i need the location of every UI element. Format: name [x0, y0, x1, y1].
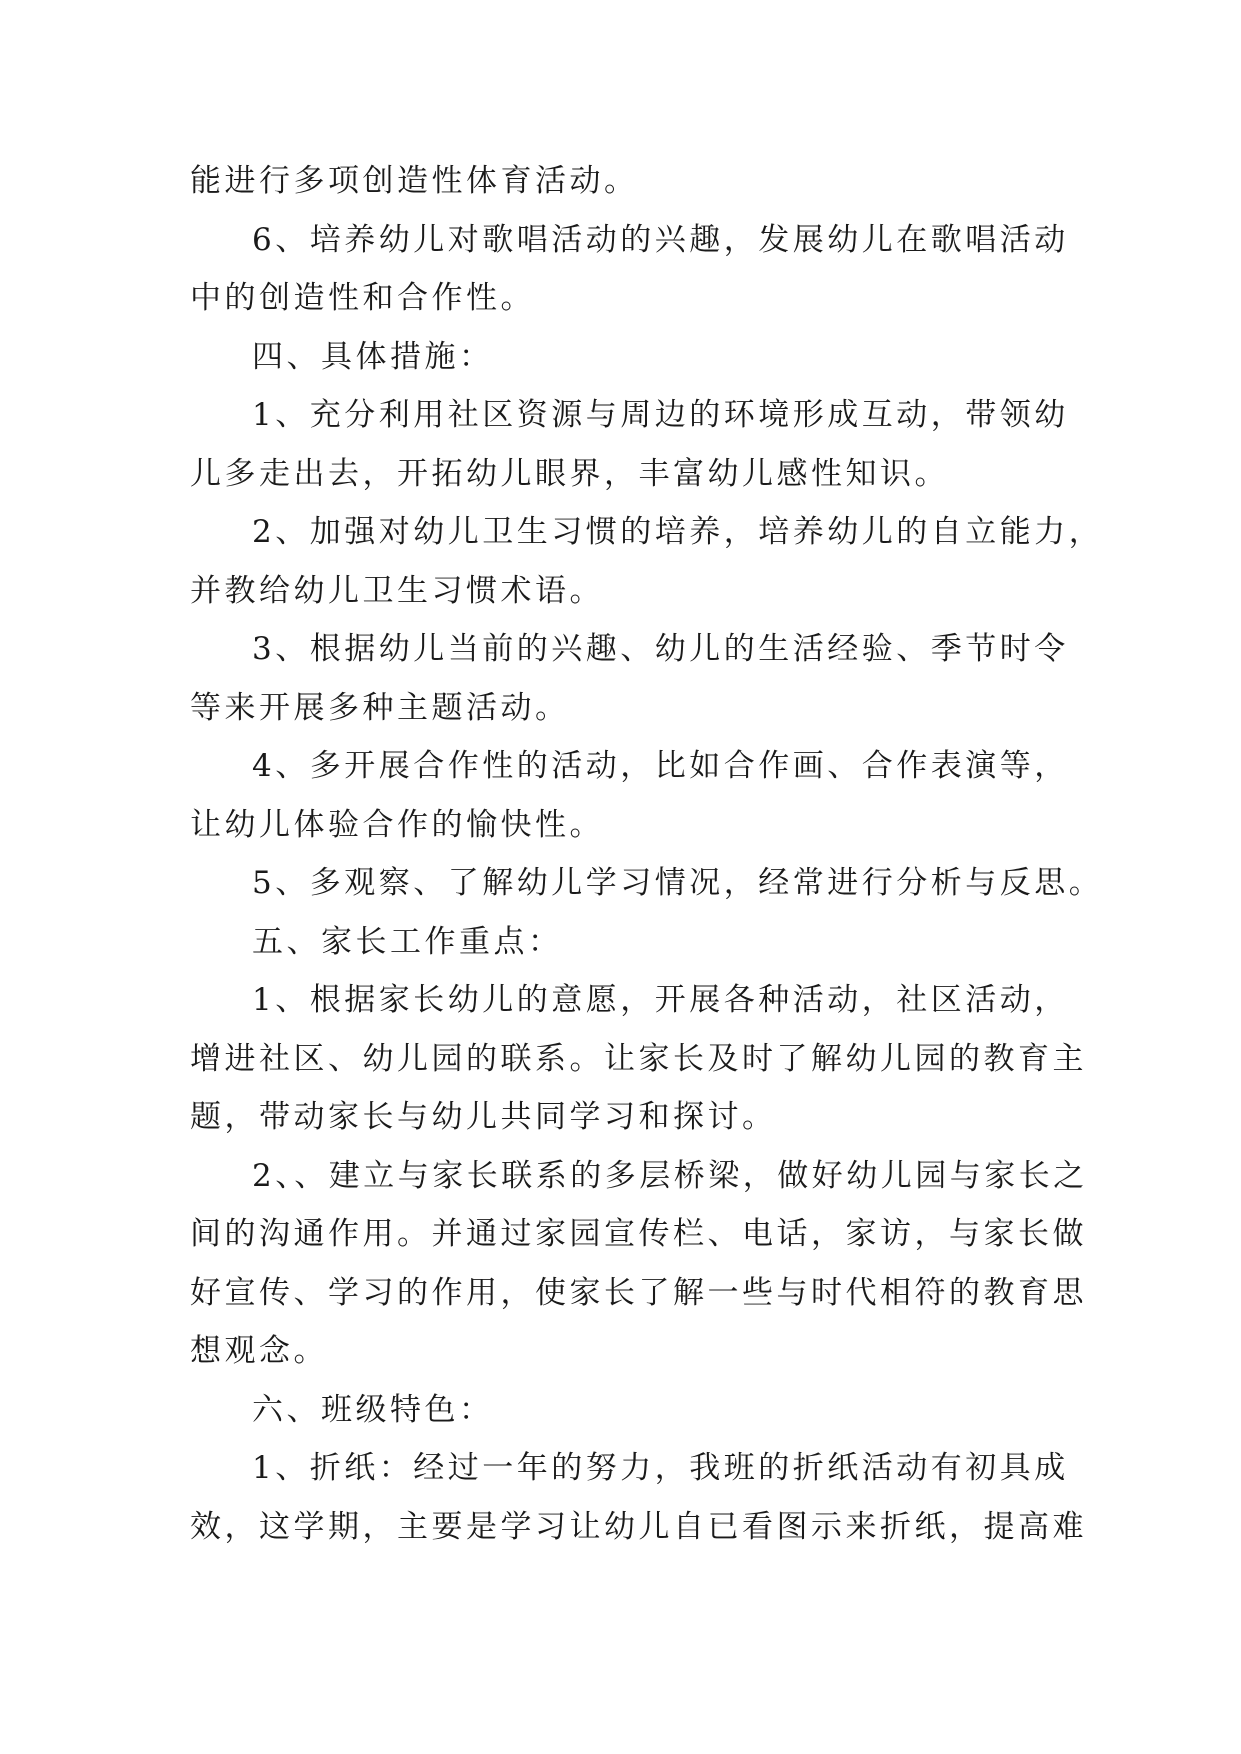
text-line: 5、多观察、了解幼儿学习情况，经常进行分析与反思。 — [252, 865, 1104, 901]
section-heading: 六、班级特色： — [252, 1391, 494, 1428]
text-line: 让幼儿体验合作的愉快性。 — [190, 806, 604, 843]
text-line: 2、、建立与家长联系的多层桥梁，做好幼儿园与家长之 — [252, 1157, 1088, 1194]
text-line: 1、充分利用社区资源与周边的环境形成互动，带领幼 — [252, 397, 1069, 433]
text-line: 3、根据幼儿当前的兴趣、幼儿的生活经验、季节时令 — [252, 631, 1069, 667]
document-page — [190, 152, 1104, 1556]
text-line: 并教给幼儿卫生习惯术语。 — [190, 572, 604, 609]
text-line: 1、根据家长幼儿的意愿，开展各种活动，社区活动， — [252, 982, 1069, 1018]
text-line: 等来开展多种主题活动。 — [190, 689, 570, 726]
section-heading: 五、家长工作重点： — [252, 923, 563, 960]
text-line: 题，带动家长与幼儿共同学习和探讨。 — [190, 1099, 777, 1135]
text-line: 1、折纸：经过一年的努力，我班的折纸活动有初具成 — [252, 1450, 1069, 1486]
text-line: 中的创造性和合作性。 — [190, 280, 535, 316]
text-line: 儿多走出去，开拓幼儿眼界，丰富幼儿感性知识。 — [190, 455, 949, 492]
text-line: 6、培养幼儿对歌唱活动的兴趣，发展幼儿在歌唱活动 — [252, 221, 1069, 258]
text-line: 间的沟通作用。并通过家园宣传栏、电话，家访，与家长做 — [190, 1216, 1087, 1252]
text-line: 增进社区、幼儿园的联系。让家长及时了解幼儿园的教育主 — [190, 1040, 1087, 1077]
section-heading: 四、具体措施： — [252, 338, 494, 375]
text-line: 能进行多项创造性体育活动。 — [190, 163, 639, 199]
text-line: 2、加强对幼儿卫生习惯的培养，培养幼儿的自立能力， — [252, 514, 1104, 550]
text-line: 4、多开展合作性的活动，比如合作画、合作表演等， — [252, 748, 1069, 784]
text-line: 效，这学期，主要是学习让幼儿自已看图示来折纸，提高难 — [190, 1508, 1087, 1545]
text-line: 想观念。 — [190, 1333, 328, 1369]
text-line: 好宣传、学习的作用，使家长了解一些与时代相符的教育思 — [190, 1274, 1087, 1311]
